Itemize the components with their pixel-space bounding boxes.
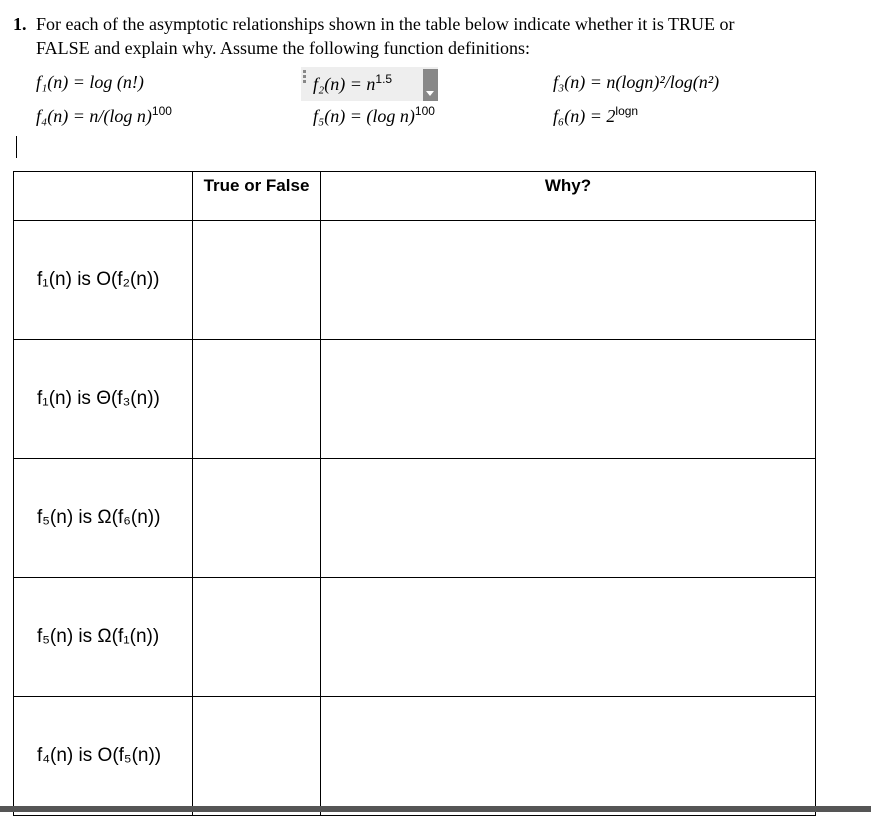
function-f2[interactable] [313, 72, 392, 95]
function-f5-base: f₅(n) = (log n) [313, 106, 415, 126]
table-row [14, 221, 816, 340]
answer-cell[interactable] [193, 459, 321, 578]
answer-cell[interactable] [193, 340, 321, 459]
function-f1: f₁(n) = log (n!) [36, 72, 144, 92]
table-header-row [14, 172, 816, 221]
function-f6-exponent: logn [615, 104, 639, 118]
why-cell[interactable] [321, 697, 816, 816]
function-f4-exponent: 100 [151, 104, 172, 118]
question-text-line1: For each of the asymptotic relationships shown in the table below indicate whether it is TRUE or [36, 14, 735, 34]
statement-cell: f₄(n) is O(f₅(n)) [14, 697, 193, 816]
statement-cell: f₁(n) is O(f₂(n)) [14, 221, 193, 340]
window-bottom-edge [0, 806, 871, 812]
table-row [14, 459, 816, 578]
table-row [14, 340, 816, 459]
function-f2-base: f₂(n) = n [313, 74, 376, 94]
header-why: Why? [321, 172, 816, 221]
function-f4 [36, 104, 172, 127]
function-f6-base: f₆(n) = 2 [553, 106, 616, 126]
statement-cell: f₁(n) is Θ(f₃(n)) [14, 340, 193, 459]
text-cursor [16, 136, 17, 158]
function-f5-exponent: 100 [414, 104, 435, 118]
why-cell[interactable] [321, 578, 816, 697]
function-f5 [313, 104, 435, 127]
question-text-line2: FALSE and explain why. Assume the following function definitions: [36, 38, 530, 58]
answer-table [13, 171, 816, 816]
function-f3: f₃(n) = n(logn)²/log(n²) [553, 72, 720, 92]
equation-drag-handle-icon[interactable] [303, 70, 308, 86]
function-f2-exponent: 1.5 [375, 72, 393, 86]
function-f6 [553, 104, 638, 127]
header-true-or-false: True or False [193, 172, 321, 221]
table-row [14, 578, 816, 697]
why-cell[interactable] [321, 340, 816, 459]
equation-options-dropdown-icon[interactable] [423, 69, 438, 101]
answer-cell[interactable] [193, 578, 321, 697]
function-f4-base: f₄(n) = n/(log n) [36, 106, 152, 126]
question-number: 1. [13, 14, 27, 34]
statement-cell: f₅(n) is Ω(f₁(n)) [14, 578, 193, 697]
why-cell[interactable] [321, 459, 816, 578]
why-cell[interactable] [321, 221, 816, 340]
statement-cell: f₅(n) is Ω(f₆(n)) [14, 459, 193, 578]
answer-cell[interactable] [193, 697, 321, 816]
answer-cell[interactable] [193, 221, 321, 340]
table-row [14, 697, 816, 816]
header-statement [14, 172, 193, 221]
